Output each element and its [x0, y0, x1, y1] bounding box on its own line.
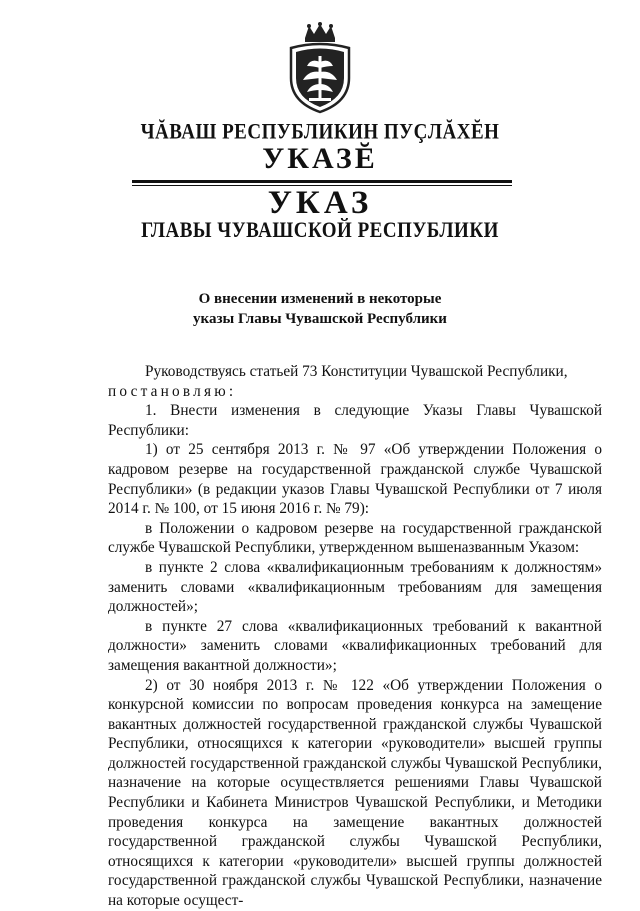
- decree-word: постановляю:: [108, 382, 237, 400]
- paragraph-item-1-1-b: в пункте 27 слова «квалификационных требований к вакантной должности» заменить словами «квалификационных требований для замещения вакантной должности»;: [108, 617, 602, 674]
- paragraph-item-1: 1. Внести изменения в следующие Указы Главы Чувашской Республики:: [108, 402, 602, 439]
- subject-line-2: указы Главы Чувашской Республики: [193, 311, 447, 327]
- preamble: Руководствуясь статьей 73 Конституции Чувашской Республики,: [145, 363, 568, 380]
- subject-line-1: О внесении изменений в некоторые: [198, 291, 442, 307]
- paragraph-item-1-1: 1) от 25 сентября 2013 г. № 97 «Об утверждении Положения о кадровом резерве на государственной гражданской службе Чувашской Республики» (в редакции указов Главы Чувашской Республики от 7 июля 2014 г. № 100, от 15 июня 2016 г. № 79):: [108, 441, 602, 518]
- paragraph-item-1-1-intro: в Положении о кадровом резерве на государственной гражданской службе Чувашской Республики, утвержденном вышеназванным Указом:: [108, 519, 602, 557]
- chuvash-republic-emblem-icon: [285, 22, 355, 114]
- paragraph-item-1-1-a: в пункте 2 слова «квалификационным требованиям к должностям» заменить словами «квалификационным требованиям для замещения должностей»;: [108, 558, 602, 616]
- russian-header-subtitle: ГЛАВЫ ЧУВАШСКОЙ РЕСПУБЛИКИ: [141, 218, 499, 243]
- chuvash-header-title: ЧĂВАШ РЕСПУБЛИКИН ПУÇЛĂХĔН: [140, 120, 500, 145]
- russian-decree-word: УКАЗ: [267, 185, 373, 221]
- header-divider-thick: [132, 180, 512, 183]
- decree-body: [108, 362, 602, 911]
- decree-subject: [0, 289, 640, 329]
- chuvash-decree-word: УКАЗĔ: [262, 142, 378, 175]
- paragraph-item-1-2: 2) от 30 ноября 2013 г. № 122 «Об утверждении Положения о конкурсной комиссии по вопросам проведения конкурса на замещение вакантных должностей государственной гражданской службы Чувашской Республики, относящихся к категории «руководители» высшей группы должностей государственной гражданской службы Чувашской Республики, назначение на которые осуществляется решениями Главы Чувашской Республики и Кабинета Министров Чувашской Республики, и Методики проведения конкурса на замещение вакантных должностей государственной гражданской службы Чувашской Республики, относящихся к категории «руководители» высшей группы должностей государственной гражданской службы Чувашской Республики, назначение на которые осущест-: [108, 676, 602, 910]
